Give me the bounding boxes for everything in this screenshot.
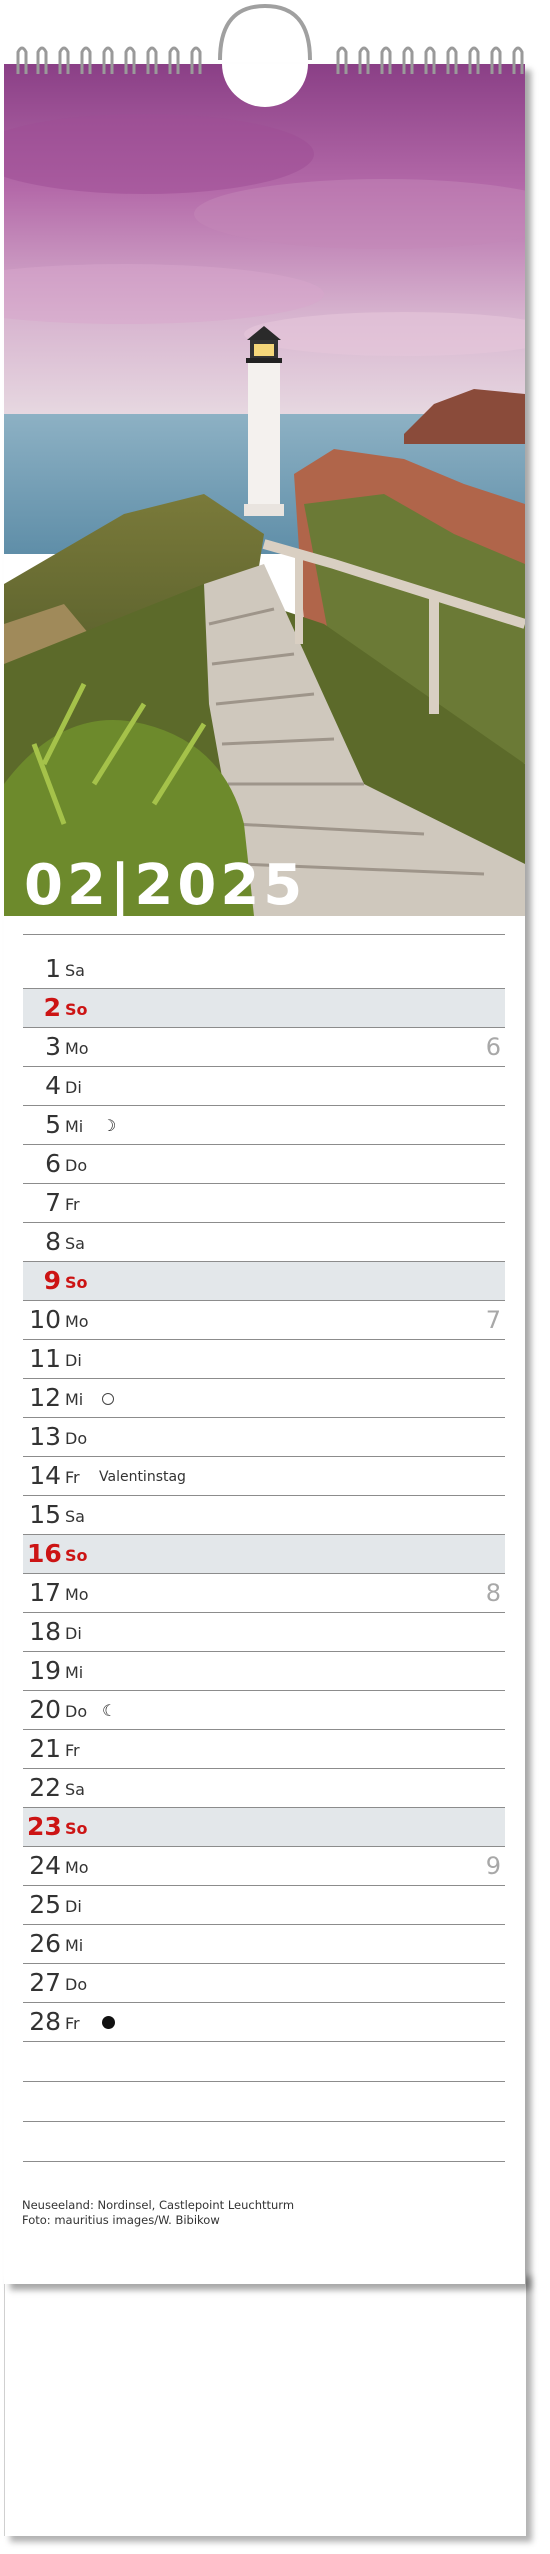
binding-coil [492,48,500,74]
weekday-label: Do [65,1429,88,1448]
weekday-label: Fr [65,1468,80,1487]
blank-note-line [23,2122,505,2162]
credit-location: Neuseeland: Nordinsel, Castlepoint Leuchtturm [22,2198,295,2212]
weekday-label: Fr [65,2014,80,2033]
day-number: 28 [29,2007,61,2036]
day-number: 25 [29,1890,61,1919]
day-row [23,1691,505,1730]
weekday-label: Mo [65,1858,89,1877]
photo-credits [22,2198,294,2228]
day-row [23,1184,505,1223]
binding-coil [514,48,522,74]
binding-coil [60,48,68,74]
new-moon-icon [102,2016,115,2029]
day-number: 18 [29,1617,61,1646]
day-row [23,1262,505,1301]
weekday-label: Do [65,1975,88,1994]
day-number: 14 [29,1461,61,1490]
day-number: 16 [27,1539,62,1568]
day-row [23,1457,505,1496]
weekday-label: Sa [65,961,85,980]
day-list [23,950,505,2162]
day-number: 11 [29,1344,61,1373]
day-number: 7 [45,1188,61,1217]
weekday-label: Di [65,1897,82,1916]
day-number: 26 [29,1929,61,1958]
spiral-binding [0,0,550,110]
month-title: 02|2025 [24,853,307,918]
day-row [23,1301,505,1340]
blank-note-line [23,2042,505,2082]
day-number: 1 [45,954,61,983]
weekday-label: Do [65,1156,88,1175]
day-row [23,1418,505,1457]
day-number: 3 [45,1032,61,1061]
week-number: 7 [485,1306,501,1334]
day-number: 12 [29,1383,61,1412]
weekday-label: So [65,1546,88,1565]
day-row [23,1379,505,1418]
day-row [23,1496,505,1535]
first-quarter-moon-icon: ☽ [102,1116,117,1135]
day-number: 2 [43,993,61,1022]
weekday-label: So [65,1000,88,1019]
day-row [23,1145,505,1184]
day-row [23,1652,505,1691]
day-number: 17 [29,1578,61,1607]
day-table-top-rule [23,934,505,935]
credit-photographer: Foto: mauritius images/W. Bibikow [22,2213,220,2227]
binding-coil [126,48,134,74]
holiday-label: Valentinstag [99,1469,186,1485]
day-row [23,1808,505,1847]
day-number: 24 [29,1851,61,1880]
binding-coil [38,48,46,74]
weekday-label: Mo [65,1312,89,1331]
day-number: 13 [29,1422,61,1451]
day-row [23,1925,505,1964]
day-row [23,1535,505,1574]
binding-coil [104,48,112,74]
last-quarter-moon-icon: ☾ [102,1701,117,1720]
day-row [23,989,505,1028]
weekday-label: Mi [65,1663,84,1682]
day-row [23,1769,505,1808]
binding-coil [426,48,434,74]
day-number: 8 [45,1227,61,1256]
weekday-label: Mo [65,1585,89,1604]
weekday-label: Mi [65,1390,84,1409]
weekday-label: Sa [65,1234,85,1253]
back-calendar-sheet [4,2270,526,2536]
binding-coil [360,48,368,74]
day-row [23,1613,505,1652]
day-row [23,2003,505,2042]
binding-coil [404,48,412,74]
day-row [23,1340,505,1379]
weekday-label: Sa [65,1780,85,1799]
binding-coil [148,48,156,74]
week-number: 6 [485,1033,501,1061]
weekday-label: Mi [65,1936,84,1955]
weekday-label: Di [65,1078,82,1097]
binding-coil [82,48,90,74]
weekday-label: So [65,1273,88,1292]
weekday-label: So [65,1819,88,1838]
day-number: 9 [43,1266,61,1295]
day-row [23,1574,505,1613]
day-number: 10 [29,1305,61,1334]
day-number: 15 [29,1500,61,1529]
weekday-label: Fr [65,1741,80,1760]
weekday-label: Fr [65,1195,80,1214]
weekday-label: Di [65,1351,82,1370]
day-row [23,1886,505,1925]
day-row [23,1223,505,1262]
weekday-label: Mo [65,1039,89,1058]
binding-coil [18,48,26,74]
day-row [23,1067,505,1106]
day-row [23,1730,505,1769]
day-row [23,1964,505,2003]
weekday-label: Sa [65,1507,85,1526]
day-row [23,1106,505,1145]
binding-coil [470,48,478,74]
day-number: 6 [45,1149,61,1178]
day-number: 20 [29,1695,61,1724]
binding-coil [382,48,390,74]
day-number: 5 [45,1110,61,1139]
day-row [23,1847,505,1886]
weekday-label: Do [65,1702,88,1721]
weekday-label: Mi [65,1117,84,1136]
week-number: 8 [485,1579,501,1607]
full-moon-icon [102,1393,114,1405]
weekday-label: Di [65,1624,82,1643]
calendar-photo-lighthouse [4,64,525,916]
day-number: 22 [29,1773,61,1802]
day-number: 4 [45,1071,61,1100]
blank-note-line [23,2082,505,2122]
binding-coil [448,48,456,74]
day-number: 23 [27,1812,62,1841]
binding-coil [170,48,178,74]
day-row [23,950,505,989]
day-number: 27 [29,1968,61,1997]
day-number: 19 [29,1656,61,1685]
day-number: 21 [29,1734,61,1763]
week-number: 9 [485,1852,501,1880]
binding-coil [338,48,346,74]
binding-coil [192,48,200,74]
day-row [23,1028,505,1067]
